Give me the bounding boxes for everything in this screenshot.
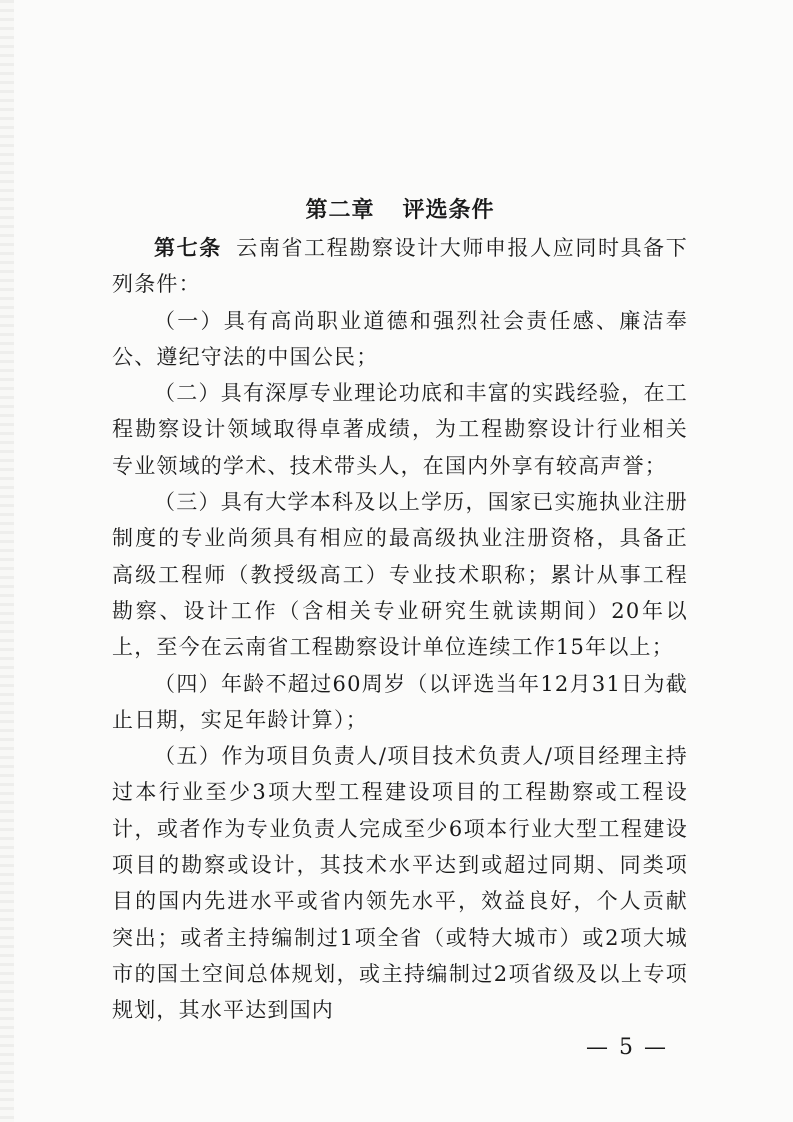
chapter-heading <box>112 192 688 230</box>
condition-item-1: （一）具有高尚职业道德和强烈社会责任感、廉洁奉公、遵纪守法的中国公民； <box>112 308 688 369</box>
condition-item-2: （二）具有深厚专业理论功底和丰富的实践经验，在工程勘察设计领域取得卓著成绩，为工程勘察设计行业相关专业领域的学术、技术带头人，在国内外享有较高声誉； <box>112 381 688 478</box>
document-body <box>112 192 688 1029</box>
chapter-title: 评选条件 <box>402 198 495 223</box>
condition-item-3: （三）具有大学本科及以上学历，国家已实施执业注册制度的专业尚须具有相应的最高级执业注册资格，具备正高级工程师（教授级高工）专业技术职称；累计从事工程勘察、设计工作（含相关专业研究生就读期间）20年以上，至今在云南省工程勘察设计单位连续工作15年以上； <box>112 490 688 660</box>
article-text: 云南省工程勘察设计大师申报人应同时具备下列条件： <box>112 236 688 297</box>
chapter-number: 第二章 <box>305 198 375 223</box>
condition-item-5: （五）作为项目负责人/项目技术负责人/项目经理主持过本行业至少3项大型工程建设项目的工程勘察或工程设计，或者作为专业负责人完成至少6项本行业大型工程建设项目的勘察或设计，其技术水平达到或超过同期、同类项目的国内先进水平或省内领先水平，效益良好，个人贡献突出；或者主持编制过1项全省（或特大城市）或2项大城市的国土空间总体规划，或主持编制过2项省级及以上专项规划，其水平达到国内 <box>112 744 688 1023</box>
article-paragraph <box>112 230 688 303</box>
page-number: — 5 — <box>586 1035 668 1060</box>
article-label: 第七条 <box>154 236 222 260</box>
condition-item-4: （四）年龄不超过60周岁（以评选当年12月31日为截止日期，实足年龄计算）； <box>112 671 688 732</box>
scan-edge-artifact <box>0 0 14 1122</box>
